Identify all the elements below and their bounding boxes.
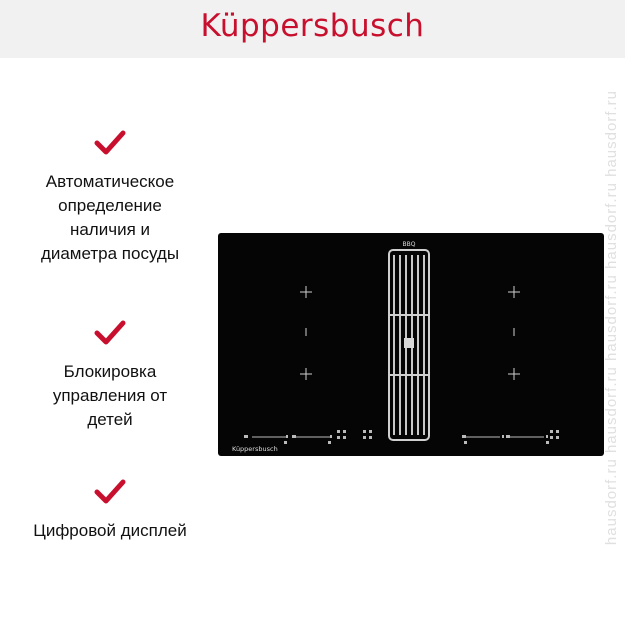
- feature-item-auto-detection: [0, 128, 220, 266]
- brand-logo: Küppersbusch: [200, 8, 425, 44]
- checkmark-icon: [93, 318, 127, 348]
- panel-brand-label: Küppersbusch: [232, 445, 278, 453]
- feature-text: Блокировка управления от детей: [52, 362, 168, 429]
- feature-text: Автоматическое определение наличия и диаметра посуды: [40, 172, 180, 263]
- feature-item-digital-display: [0, 477, 220, 543]
- vent-grille: [389, 250, 429, 440]
- feature-item-child-lock: [0, 318, 220, 432]
- cooktop-image: [218, 233, 604, 456]
- watermark: [603, 90, 623, 625]
- feature-text: Цифровой дисплей: [33, 521, 187, 540]
- checkmark-icon: [93, 477, 127, 507]
- cooktop-drawing: [218, 233, 604, 456]
- vent-label: BBQ: [402, 241, 416, 248]
- right-zone-markers: [508, 286, 520, 380]
- watermark-text: hausdorf.ru hausdorf.ru hausdorf.ru hausdorf.ru hausdorf.ru: [603, 90, 620, 546]
- checkmark-icon: [93, 128, 127, 158]
- left-zone-markers: [300, 286, 312, 380]
- header-bar: [0, 0, 625, 58]
